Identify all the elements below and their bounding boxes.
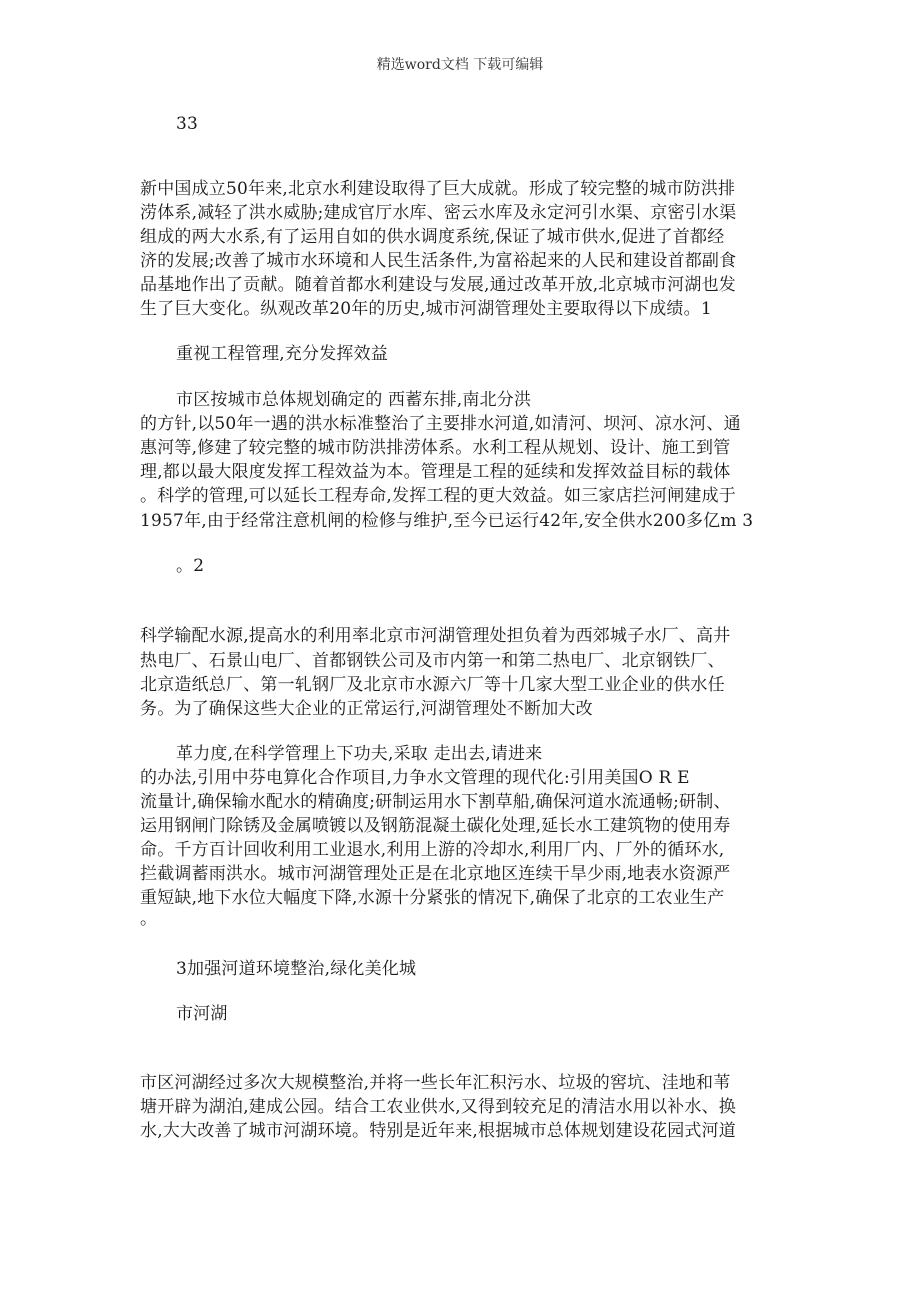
text-line: 务。为了确保这些大企业的正常运行,河湖管理处不断加大改 (140, 699, 593, 719)
text-line: 33 (176, 114, 199, 134)
text-line: 。2 (176, 556, 205, 576)
text-line: 。科学的管理,可以延长工程寿命,发挥工程的更大效益。如三家店拦河闸建成于 (140, 486, 737, 506)
text-line: 塘开辟为湖泊,建成公园。结合工农业供水,又得到较充足的清洁水用以补水、换 (140, 1097, 737, 1117)
text-line: 涝体系,减轻了洪水威胁;建成官厅水库、密云水库及永定河引水渠、京密引水渠 (140, 203, 737, 223)
section-heading: 重视工程管理,充分发挥效益 (176, 344, 389, 364)
text-line: 组成的两大水系,有了运用自如的供水调度系统,保证了城市供水,促进了首都经 (140, 227, 725, 247)
text-line: 生了巨大变化。纵观改革20年的历史,城市河湖管理处主要取得以下成绩。1 (140, 299, 712, 319)
page-header: 精选word文档 下载可编辑 (376, 57, 544, 73)
text-line: 热电厂、石景山电厂、首都钢铁公司及市内第一和第二热电厂、北京钢铁厂、 (140, 651, 725, 671)
text-line: 水,大大改善了城市河湖环境。特别是近年来,根据城市总体规划建设花园式河道 (140, 1121, 737, 1141)
text-line: 市区河湖经过多次大规模整治,并将一些长年汇积污水、垃圾的窖坑、洼地和苇 (140, 1073, 731, 1093)
text-line: 新中国成立50年来,北京水利建设取得了巨大成就。形成了较完整的城市防洪排 (140, 179, 736, 199)
text-line: 北京造纸总厂、第一轧钢厂及北京市水源六厂等十几家大型工业企业的供水任 (140, 675, 725, 695)
text-line: 。 (140, 909, 158, 929)
text-line: 济的发展;改善了城市水环境和人民生活条件,为富裕起来的人民和建设首都副食 (140, 251, 737, 271)
text-line: 的方针,以50年一遇的洪水标准整治了主要排水河道,如清河、坝河、凉水河、通 (140, 414, 741, 434)
text-line: 拦截调蓄雨洪水。城市河湖管理处正是在北京地区连续干旱少雨,地表水资源严 (140, 864, 731, 884)
text-line: 品基地作出了贡献。随着首都水利建设与发展,通过改革开放,北京城市河湖也发 (140, 275, 737, 295)
section-heading: 3加强河道环境整治,绿化美化城 (176, 959, 417, 979)
text-line: 理,都以最大限度发挥工程效益为本。管理是工程的延续和发挥效益目标的载体 (140, 462, 731, 482)
text-line: 科学输配水源,提高水的利用率北京市河湖管理处担负着为西郊城子水厂、高井 (140, 626, 731, 646)
text-line: 运用钢闸门除锈及金属喷镀以及钢筋混凝土碳化处理,延长水工建筑物的使用寿 (140, 816, 731, 836)
text-line: 命。千方百计回收利用工业退水,利用上游的冷却水,利用厂内、厂外的循环水, (140, 840, 725, 860)
text-line: 革力度,在科学管理上下功夫,采取 走出去,请进来 (176, 744, 543, 764)
text-line: 惠河等,修建了较完整的城市防洪排涝体系。水利工程从规划、设计、施工到管 (140, 438, 731, 458)
text-line: 市区按城市总体规划确定的 西蓄东排,南北分洪 (176, 390, 532, 410)
text-line: 重短缺,地下水位大幅度下降,水源十分紧张的情况下,确保了北京的工农业生产 (140, 888, 725, 908)
section-heading: 市河湖 (176, 1004, 228, 1024)
text-line: 1957年,由于经常注意机闸的检修与维护,至今已运行42年,安全供水200多亿m 3 (140, 511, 754, 531)
text-line: 流量计,确保输水配水的精确度;研制运用水下割草船,确保河道水流通畅;研制、 (140, 792, 731, 812)
text-line: 的办法,引用中芬电算化合作项目,力争水文管理的现代化:引用美国O R E (140, 768, 690, 788)
